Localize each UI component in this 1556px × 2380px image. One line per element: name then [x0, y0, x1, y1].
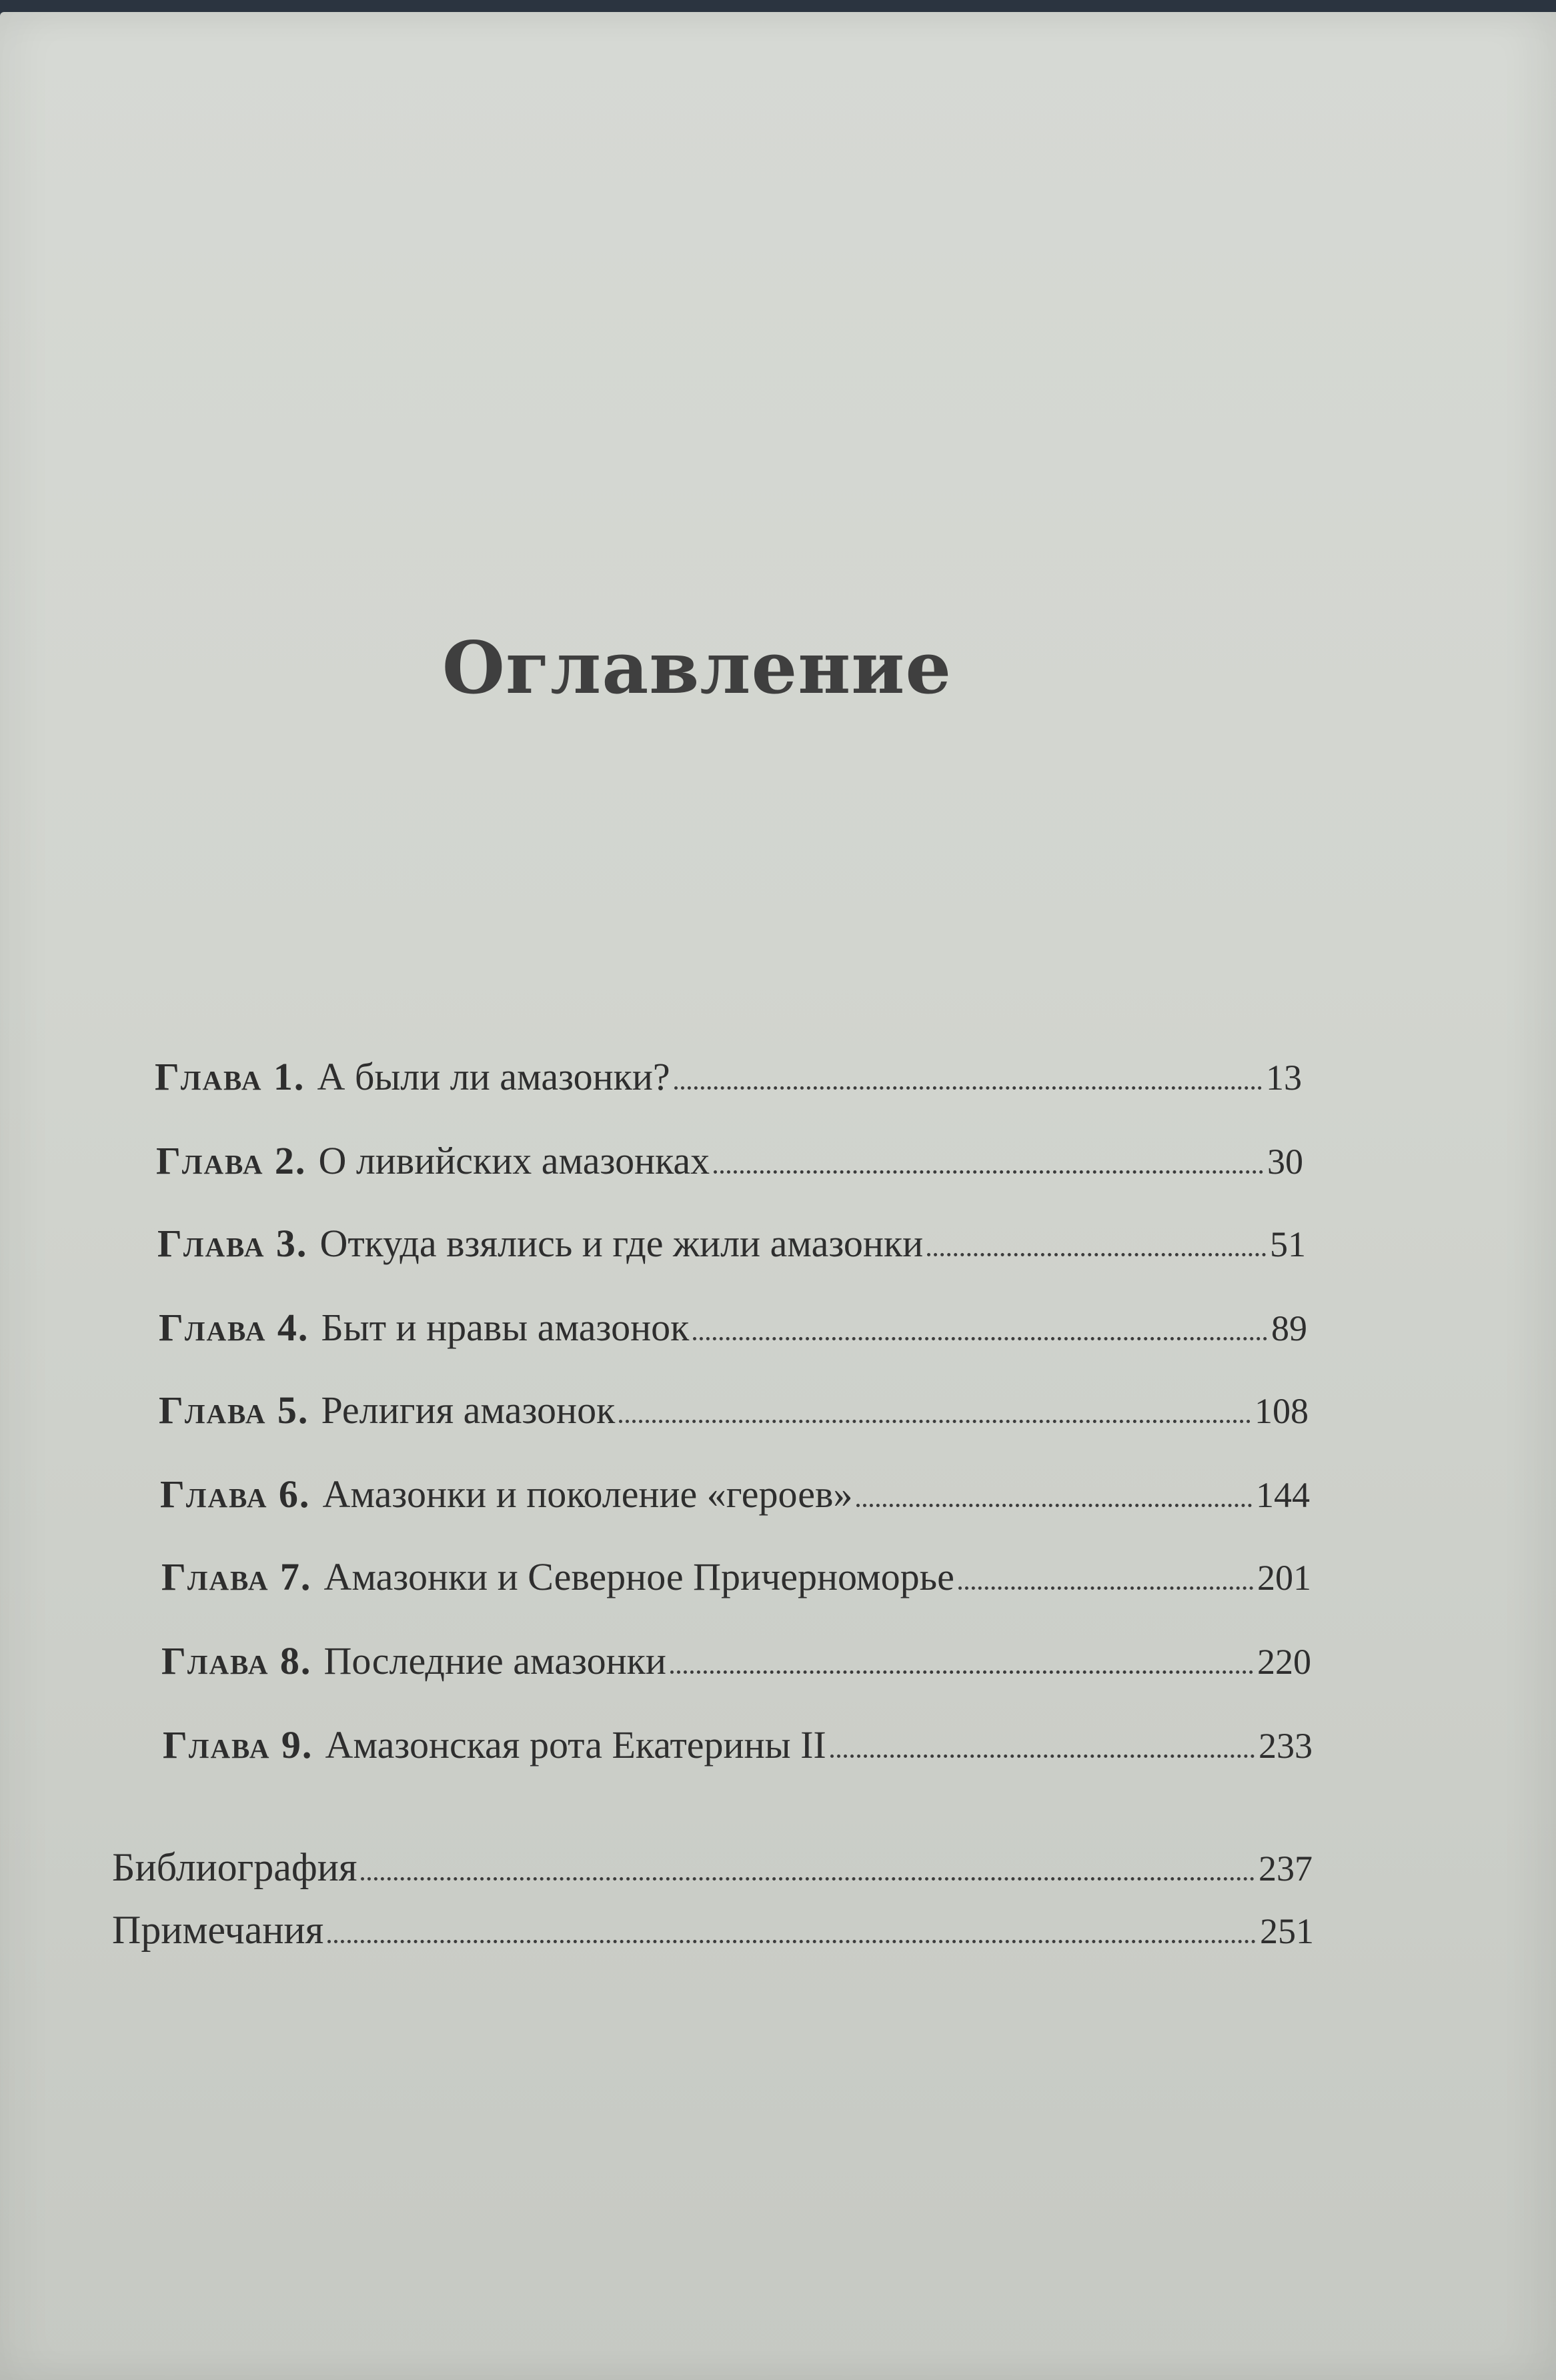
- chapter-title: Амазонки и Северное Причерноморье: [323, 1555, 954, 1598]
- chapter-label: Глава 8.: [161, 1639, 312, 1682]
- page-number: 30: [1267, 1142, 1303, 1182]
- chapter-label: Глава 4.: [159, 1306, 309, 1349]
- back-matter-title: Библиография: [112, 1845, 357, 1889]
- chapter-title: Последние амазонки: [323, 1639, 666, 1682]
- toc-entry-chapter-4: [159, 1308, 1307, 1347]
- chapter-title: А были ли амазонки?: [317, 1055, 670, 1098]
- page-number: 108: [1255, 1391, 1309, 1431]
- dot-leader: [674, 1086, 1262, 1090]
- toc-entry-chapter-1: [155, 1055, 1302, 1098]
- page-number: 144: [1256, 1475, 1310, 1515]
- toc-entry-chapter-8: [161, 1639, 1311, 1682]
- dot-leader: [714, 1170, 1263, 1174]
- chapter-title: Амазонская рота Екатерины II: [325, 1723, 826, 1766]
- dot-leader: [856, 1504, 1252, 1507]
- chapter-label: Глава 5.: [159, 1388, 309, 1432]
- dot-leader: [619, 1420, 1251, 1423]
- page-number: 201: [1257, 1558, 1311, 1598]
- chapter-label: Глава 1.: [155, 1055, 305, 1098]
- page-number: 13: [1266, 1058, 1302, 1098]
- toc-entry-bibliography: [112, 1847, 1313, 1887]
- page-number: 89: [1271, 1308, 1307, 1348]
- toc-entry-notes: [112, 1910, 1314, 1950]
- dot-leader: [327, 1940, 1256, 1943]
- book-page: [0, 12, 1556, 2380]
- back-matter-title: Примечания: [112, 1908, 324, 1952]
- page-number: 251: [1260, 1911, 1314, 1951]
- dot-leader: [361, 1877, 1255, 1881]
- page-title: Оглавление: [442, 626, 952, 710]
- chapter-label: Глава 7.: [161, 1555, 312, 1598]
- chapter-title: Быт и нравы амазонок: [321, 1306, 690, 1349]
- toc-entry-chapter-9: [163, 1723, 1313, 1766]
- page-number: 237: [1259, 1849, 1313, 1889]
- page-number: 51: [1270, 1224, 1306, 1264]
- toc-entry-chapter-3: [157, 1224, 1306, 1263]
- dot-leader: [958, 1586, 1253, 1590]
- dot-leader: [670, 1670, 1253, 1674]
- dot-leader: [830, 1754, 1255, 1758]
- page-number: 220: [1257, 1642, 1311, 1682]
- dot-leader: [693, 1337, 1267, 1340]
- page-number: 233: [1259, 1726, 1313, 1766]
- chapter-title: Откуда взялись и где жили амазонки: [319, 1222, 924, 1265]
- chapter-title: Религия амазонок: [321, 1388, 616, 1432]
- chapter-label: Глава 9.: [163, 1723, 313, 1766]
- chapter-label: Глава 3.: [157, 1222, 308, 1265]
- table-of-contents: [0, 12, 1556, 2380]
- chapter-title: О ливийских амазонках: [318, 1139, 710, 1182]
- chapter-label: Глава 2.: [156, 1139, 307, 1182]
- chapter-title: Амазонки и поколение «героев»: [322, 1472, 853, 1516]
- toc-entry-chapter-7: [161, 1555, 1311, 1598]
- dot-leader: [927, 1253, 1266, 1256]
- toc-entry-chapter-5: [159, 1388, 1309, 1432]
- toc-entry-chapter-2: [156, 1139, 1303, 1182]
- chapter-label: Глава 6.: [160, 1472, 311, 1516]
- toc-entry-chapter-6: [160, 1472, 1310, 1516]
